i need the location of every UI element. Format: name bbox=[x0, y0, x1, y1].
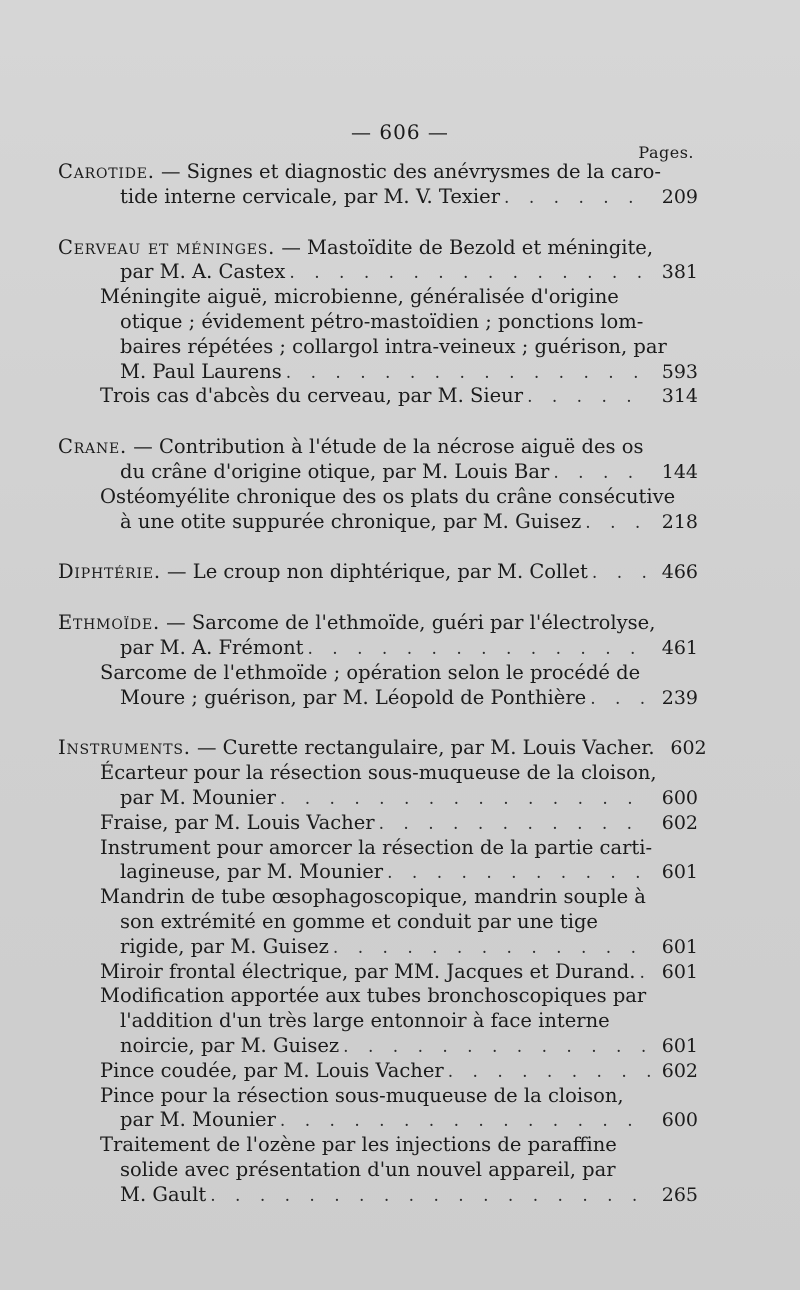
index-line bbox=[58, 661, 698, 686]
entry-text: baires répétées ; collargol intra-veineux ; guérison, par bbox=[120, 334, 667, 358]
index-line bbox=[58, 1084, 698, 1109]
dot-leader bbox=[553, 461, 650, 486]
entry-text: par M. A. Castex bbox=[120, 260, 286, 284]
entry-text: Mandrin de tube œsophagoscopique, mandrin souple à bbox=[100, 885, 646, 909]
index-line bbox=[58, 636, 698, 661]
section-heading: Instruments. bbox=[58, 736, 191, 760]
entry-text: Méningite aiguë, microbienne, généralisée d'origine bbox=[100, 285, 619, 309]
index-line bbox=[58, 435, 698, 460]
entry-text: par M. Mounier bbox=[120, 785, 276, 809]
dot-leader bbox=[448, 1060, 650, 1085]
section-heading: Crane. bbox=[58, 435, 128, 459]
index-section bbox=[58, 560, 698, 585]
dot-leader bbox=[590, 687, 650, 712]
page-reference: 601 bbox=[661, 960, 698, 983]
entry-text: Instrument pour amorcer la résection de la partie carti- bbox=[100, 835, 653, 859]
index-line bbox=[58, 811, 698, 836]
dot-leader bbox=[289, 261, 650, 286]
entry-text: Instruments. — Curette rectangulaire, par M. Louis Vacher. bbox=[58, 736, 655, 760]
entry-text: Traitement de l'ozène par les injections de paraffine bbox=[100, 1133, 617, 1157]
page-reference: 601 bbox=[661, 861, 698, 884]
page-reference: 602 bbox=[670, 737, 707, 760]
page-reference: 600 bbox=[661, 786, 698, 809]
entry-text: Pince coudée, par M. Louis Vacher bbox=[100, 1058, 444, 1082]
page-reference: 593 bbox=[661, 360, 698, 383]
index-section bbox=[58, 611, 698, 710]
index-line bbox=[58, 761, 698, 786]
index-line bbox=[58, 984, 698, 1009]
page-reference: 209 bbox=[661, 185, 698, 208]
dot-leader bbox=[286, 361, 650, 386]
index-line bbox=[58, 910, 698, 935]
page-reference: 265 bbox=[661, 1183, 698, 1206]
index-line bbox=[58, 360, 698, 385]
entry-text: noircie, par M. Guisez bbox=[120, 1033, 340, 1057]
index-line bbox=[58, 960, 698, 985]
section-heading: Cerveau et méninges. bbox=[58, 235, 276, 259]
entry-text: à une otite suppurée chronique, par M. Guisez bbox=[120, 509, 582, 533]
index-line bbox=[58, 611, 698, 636]
page-reference: 314 bbox=[661, 385, 698, 408]
entry-text: M. Gault bbox=[120, 1182, 207, 1206]
pages-column-header: Pages. bbox=[638, 143, 694, 162]
page-number: — 606 — bbox=[351, 120, 449, 144]
page-reference: 602 bbox=[661, 811, 698, 834]
entry-text: M. Paul Laurens bbox=[120, 359, 282, 383]
index-line bbox=[58, 686, 698, 711]
entry-text: Fraise, par M. Louis Vacher bbox=[100, 810, 375, 834]
section-heading: Diphtérie. bbox=[58, 560, 161, 584]
index-section bbox=[58, 435, 698, 534]
dot-leader bbox=[280, 1109, 650, 1134]
dot-leader bbox=[343, 1035, 650, 1060]
entry-text: Moure ; guérison, par M. Léopold de Ponthière bbox=[120, 685, 587, 709]
entry-text: Pince pour la résection sous-muqueuse de la cloison, bbox=[100, 1083, 624, 1107]
index-line bbox=[58, 786, 698, 811]
index-line bbox=[58, 384, 698, 409]
index-content bbox=[58, 160, 707, 1233]
index-line bbox=[58, 510, 698, 535]
index-line bbox=[58, 1009, 698, 1034]
page-reference: 381 bbox=[661, 261, 698, 284]
entry-text: du crâne d'origine otique, par M. Louis Bar bbox=[120, 459, 550, 483]
entry-text: Sarcome de l'ethmoïde ; opération selon le procédé de bbox=[100, 660, 641, 684]
index-line bbox=[58, 1183, 698, 1208]
index-line bbox=[58, 485, 698, 510]
index-line bbox=[58, 160, 698, 185]
entry-text: tide interne cervicale, par M. V. Texier bbox=[120, 184, 501, 208]
index-line bbox=[58, 285, 698, 310]
entry-text: Écarteur pour la résection sous-muqueuse de la cloison, bbox=[100, 761, 657, 785]
entry-text: solide avec présentation d'un nouvel appareil, par bbox=[120, 1157, 616, 1181]
index-line bbox=[58, 1133, 698, 1158]
index-line bbox=[58, 460, 698, 485]
section-heading: Ethmoïde. bbox=[58, 611, 160, 635]
entry-text: Trois cas d'abcès du cerveau, par M. Sieur bbox=[100, 384, 524, 408]
dot-leader bbox=[504, 186, 650, 211]
dot-leader bbox=[379, 812, 650, 837]
entry-text: son extrémité en gomme et conduit par une tige bbox=[120, 909, 598, 933]
dot-leader bbox=[308, 637, 651, 662]
entry-text: Cerveau et méninges. — Mastoïdite de Bezold et méningite, bbox=[58, 235, 654, 259]
index-line bbox=[58, 1034, 698, 1059]
index-section bbox=[58, 736, 707, 1207]
index-line bbox=[58, 1108, 698, 1133]
entry-text: Carotide. — Signes et diagnostic des anévrysmes de la caro- bbox=[58, 160, 661, 183]
entry-text: par M. Mounier bbox=[120, 1108, 276, 1132]
index-line bbox=[58, 335, 698, 360]
index-line bbox=[58, 885, 698, 910]
index-line bbox=[58, 836, 698, 861]
index-line bbox=[58, 260, 698, 285]
index-line bbox=[58, 560, 698, 585]
entry-text: rigide, par M. Guisez bbox=[120, 934, 329, 958]
entry-text: otique ; évidement pétro-mastoïdien ; ponctions lom- bbox=[120, 309, 644, 333]
entry-text: Crane. — Contribution à l'étude de la nécrose aiguë des os bbox=[58, 435, 644, 459]
index-line bbox=[58, 1158, 698, 1183]
page-reference: 602 bbox=[661, 1059, 698, 1082]
dot-leader bbox=[527, 385, 650, 410]
page-reference: 461 bbox=[661, 636, 698, 659]
index-line bbox=[58, 935, 698, 960]
index-line bbox=[58, 310, 698, 335]
dot-leader bbox=[280, 787, 650, 812]
entry-text: Ethmoïde. — Sarcome de l'ethmoïde, guéri par l'électrolyse, bbox=[58, 611, 656, 635]
entry-text: Miroir frontal électrique, par MM. Jacques et Durand. bbox=[100, 959, 636, 983]
dot-leader bbox=[592, 561, 650, 586]
dot-leader bbox=[639, 961, 650, 986]
index-line bbox=[58, 1059, 698, 1084]
dot-leader bbox=[210, 1184, 650, 1209]
index-section bbox=[58, 160, 698, 210]
entry-text: par M. A. Frémont bbox=[120, 635, 304, 659]
entry-text: Ostéomyélite chronique des os plats du crâne consécutive bbox=[100, 484, 676, 508]
page-reference: 466 bbox=[661, 561, 698, 584]
page-reference: 601 bbox=[661, 1034, 698, 1057]
dot-leader bbox=[333, 936, 650, 961]
index-line bbox=[58, 185, 698, 210]
entry-text: Diphtérie. — Le croup non diphtérique, par M. Collet bbox=[58, 560, 588, 584]
section-heading: Carotide. bbox=[58, 160, 155, 183]
index-line bbox=[58, 236, 698, 261]
index-line bbox=[58, 736, 707, 761]
page-reference: 144 bbox=[661, 460, 698, 483]
dot-leader bbox=[585, 511, 650, 536]
page-reference: 239 bbox=[661, 686, 698, 709]
index-section bbox=[58, 236, 698, 410]
page-reference: 601 bbox=[661, 935, 698, 958]
page-reference: 218 bbox=[661, 510, 698, 533]
dot-leader bbox=[387, 861, 650, 886]
entry-text: Modification apportée aux tubes bronchoscopiques par bbox=[100, 984, 647, 1008]
entry-text: lagineuse, par M. Mounier bbox=[120, 860, 384, 884]
page-reference: 600 bbox=[661, 1109, 698, 1132]
index-line bbox=[58, 860, 698, 885]
entry-text: l'addition d'un très large entonnoir à face interne bbox=[120, 1009, 610, 1033]
